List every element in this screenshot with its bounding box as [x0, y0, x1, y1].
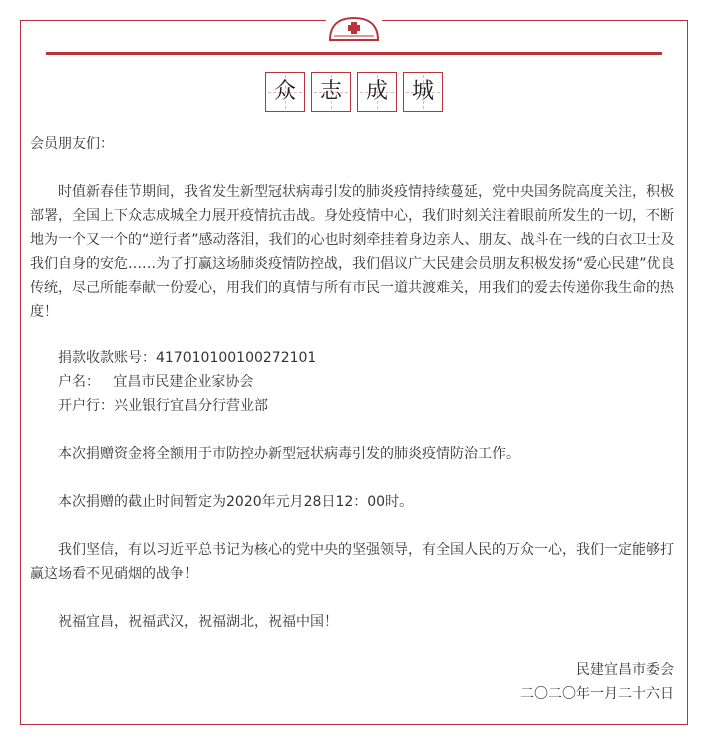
- account-line: [58, 346, 680, 370]
- bank-label: 开户行：: [58, 398, 114, 414]
- title-char: 城: [403, 72, 443, 112]
- belief-paragraph: 我们坚信，有以习近平总书记为核心的党中央的坚强领导，有全国人民的万众一心，我们一定能够打赢这场看不见硝烟的战争！: [30, 542, 674, 582]
- donation-info: [30, 346, 680, 418]
- account-label: 捐款收款账号：: [58, 350, 156, 366]
- account-value: 417010100100272101: [156, 350, 317, 366]
- greeting: 会员朋友们：: [30, 136, 114, 152]
- usage-note: 本次捐赠资金将全额用于市防控办新型冠状病毒引发的肺炎疫情防治工作。: [58, 446, 520, 462]
- account-name-value: 宜昌市民建企业家协会: [113, 374, 254, 390]
- nurse-cap-icon: [326, 14, 382, 44]
- title-char: 众: [265, 72, 305, 112]
- signature-date: 二〇二〇年一月二十六日: [520, 686, 674, 702]
- title-char: 成: [357, 72, 397, 112]
- body-paragraph: 时值新春佳节期间，我省发生新型冠状病毒引发的肺炎疫情持续蔓延，党中央国务院高度关注，积极部署，全国上下众志成城全力展开疫情抗击战。身处疫情中心，我们时刻关注着眼前所发生的一切，不断地为一个又一个的“逆行者”感动落泪，我们的心也时刻牵挂着身边亲人、朋友、战斗在一线的白衣卫士及我们自身的安危……为了打赢这场肺炎疫情防控战，我们倡议广大民建会员朋友积极发扬“爱心民建”优良传统，尽己所能奉献一份爱心，用我们的真情与所有市民一道共渡难关，用我们的爱去传递你我生命的热度！: [30, 184, 675, 320]
- title-char: 志: [311, 72, 351, 112]
- account-name-label: 户名：: [58, 374, 114, 390]
- signature: [520, 658, 674, 706]
- header-rule: [46, 52, 662, 55]
- bank-line: [58, 394, 680, 418]
- blessing: 祝福宜昌，祝福武汉，祝福湖北，祝福中国！: [58, 614, 338, 630]
- page-title: [0, 72, 708, 112]
- deadline-note: 本次捐赠的截止时间暂定为2020年元月28日12：00时。: [58, 494, 414, 510]
- account-name-line: [58, 370, 680, 394]
- signature-org: 民建宜昌市委会: [576, 662, 674, 678]
- bank-value: 兴业银行宜昌分行营业部: [114, 398, 268, 414]
